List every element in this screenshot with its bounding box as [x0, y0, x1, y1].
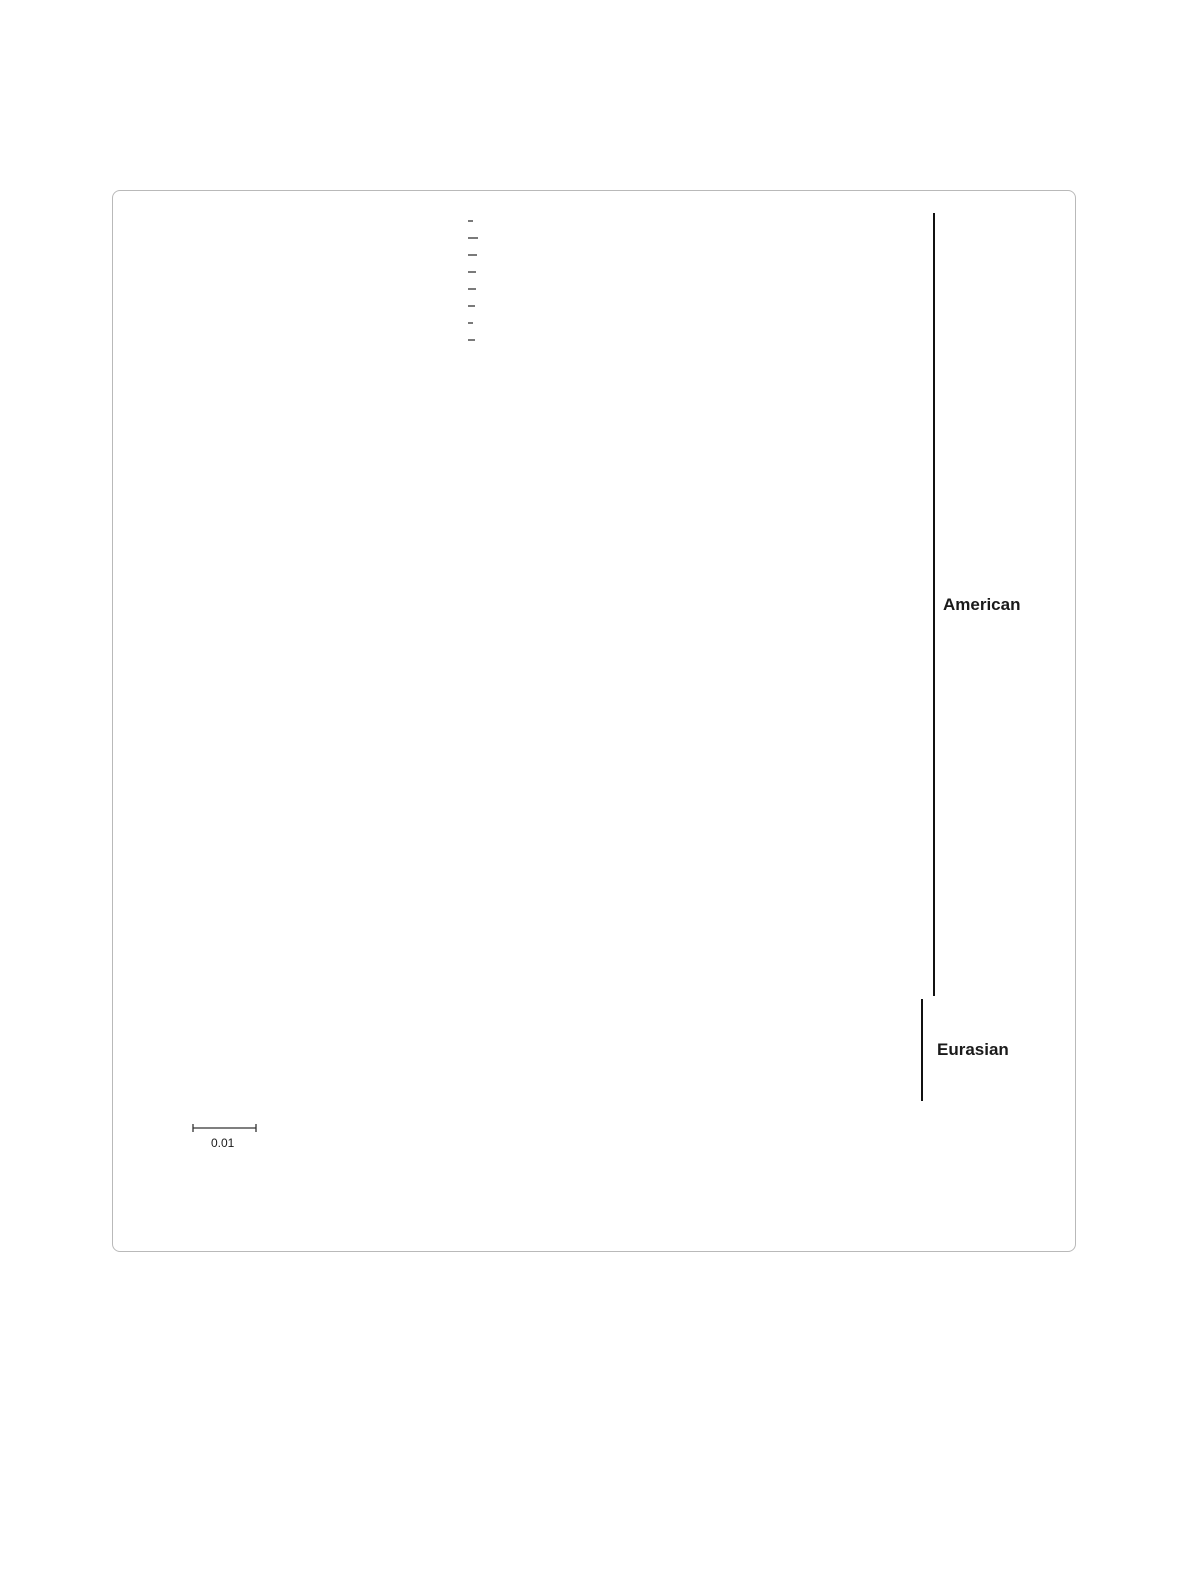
phylogenetic-tree [113, 191, 1077, 1253]
american-group-label: American [943, 595, 1021, 614]
scale-bar-label: 0.01 [211, 1136, 235, 1150]
eurasian-group-label: Eurasian [937, 1040, 1009, 1059]
tree-branches [468, 221, 478, 340]
figure-panel [112, 190, 1076, 1252]
